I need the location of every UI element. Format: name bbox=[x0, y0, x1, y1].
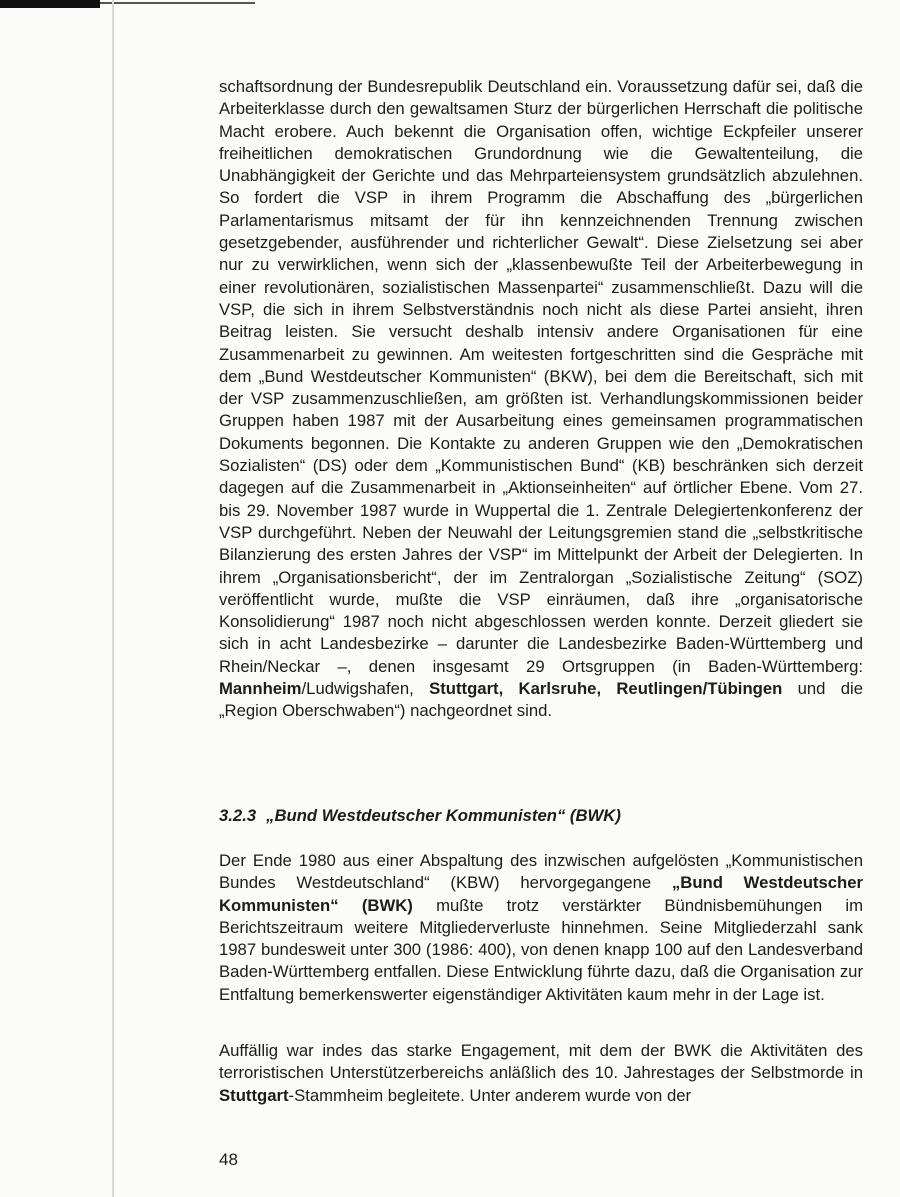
paragraph-bwk-intro bbox=[219, 850, 863, 1006]
text-run: -Stammheim begleitete. Unter anderem wurde von der bbox=[288, 1085, 692, 1105]
paragraph-bwk-engagement bbox=[219, 1040, 863, 1107]
body-text-block-3 bbox=[219, 1040, 863, 1107]
text-run: und die „Region Oberschwaben“) nachgeordnet sind. bbox=[219, 679, 864, 721]
binding-shadow bbox=[112, 0, 114, 1197]
bold-run: Stuttgart, Karlsruhe, Reutlingen/Tübingen bbox=[429, 679, 783, 699]
page-number: 48 bbox=[219, 1150, 238, 1169]
text-run: Der Ende 1980 aus einer Abspaltung des inzwischen aufgelösten „Kommunistischen Bundes Westdeutschland“ (KBW) hervorgegangene bbox=[219, 851, 863, 893]
text-run: Auffällig war indes das starke Engagement, mit dem der BWK die Aktivitäten des terroristischen Unterstützerbereichs anläßlich des 10. Jahrestages der Selbstmorde in bbox=[219, 1041, 863, 1083]
text-run: schaftsordnung der Bundesrepublik Deutschland ein. Voraussetzung dafür sei, daß die Arbeiterklasse durch den gewaltsamen Sturz der bürgerlichen Herrschaft die politische Macht erobere. Auch bekennt die Organisation offen, wichtige Eckpfeiler unserer freiheitlichen demokratischen Grundordnung wie die Gewaltenteilung, die Unabhängigkeit der Gerichte und das Mehrparteiensystem grundsätzlich abzulehnen. So fordert die VSP in ihrem Programm die Abschaffung des „bürgerlichen Parlamentarismus mitsamt der für ihn kennzeichnenden Trennung zwischen gesetzgebender, ausführender und richterlicher Gewalt“. Diese Zielsetzung sei aber nur zu verwirklichen, wenn sich der „klassenbewußte Teil der Arbeiterbewegung in einer revolutionären, sozialistischen Massenpartei“ zusammenschließt. Dazu will die VSP, die sich in ihrem Selbstverständnis noch nicht als diese Partei ansieht, ihren Beitrag leisten. Sie versucht deshalb intensiv andere Organisationen für eine Zusammenarbeit zu gewinnen. Am weitesten fortgeschritten sind die Gespräche mit dem „Bund Westdeutscher Kommunisten“ (BKW), bei dem die Bereitschaft, sich mit der VSP zusammenzuschließen, am größten ist. Verhandlungskommissionen beider Gruppen haben 1987 mit der Ausarbeitung eines gemeinsamen programmatischen Dokuments begonnen. Die Kontakte zu anderen Gruppen wie den „Demokratischen Sozialisten“ (DS) oder dem „Kommunistischen Bund“ (KB) beschränken sich derzeit dagegen auf die Zusammenarbeit in „Aktionseinheiten“ auf örtlicher Ebene. Vom 27. bis 29. November 1987 wurde in Wuppertal die 1. Zentrale Delegiertenkonferenz der VSP durchgeführt. Neben der Neuwahl der Leitungsgremien stand die „selbstkritische Bilanzierung des ersten Jahres der VSP“ im Mittelpunkt der Arbeit der Delegierten. In ihrem „Organisationsbericht“, der im Zentralorgan „Sozialistische Zeitung“ (SOZ) veröffentlicht wurde, mußte die VSP einräumen, daß ihre „organisatorische Konsolidierung“ 1987 noch nicht abgeschlossen werden konnte. Derzeit gliedert sie sich in acht Landesbezirke – darunter die Landesbezirke Baden-Württemberg und Rhein/Neckar –, denen insgesamt 29 Ortsgruppen (in Baden-Württemberg: bbox=[219, 77, 863, 676]
section-heading bbox=[219, 805, 621, 827]
section-title: „Bund Westdeutscher Kommunisten“ (BWK) bbox=[266, 806, 621, 825]
scan-edge-line bbox=[100, 2, 255, 4]
bold-run: Mannheim bbox=[219, 679, 302, 699]
text-run: /Ludwigshafen, bbox=[301, 679, 430, 699]
section-number: 3.2.3 bbox=[219, 806, 257, 825]
bold-run: „Bund Westdeutscher Kommunisten“ (BWK) bbox=[219, 873, 863, 915]
text-run: mußte trotz verstärkter Bündnisbemühungen im Berichtszeitraum weitere Mitgliederverluste hinnehmen. Seine Mitgliederzahl sank 1987 bundesweit unter 300 (1986: 400), von denen knapp 100 auf den Landesverband Baden-Württemberg entfallen. Diese Entwicklung führte dazu, daß die Organisation zur Entfaltung bemerkenswerter eigenständiger Aktivitäten kaum mehr in der Lage ist. bbox=[219, 895, 864, 1004]
bold-run: Stuttgart bbox=[219, 1085, 289, 1105]
paragraph-vsp bbox=[219, 76, 863, 723]
scan-edge-mark bbox=[0, 0, 100, 8]
body-text-block-1 bbox=[219, 76, 863, 723]
body-text-block-2 bbox=[219, 850, 863, 1006]
